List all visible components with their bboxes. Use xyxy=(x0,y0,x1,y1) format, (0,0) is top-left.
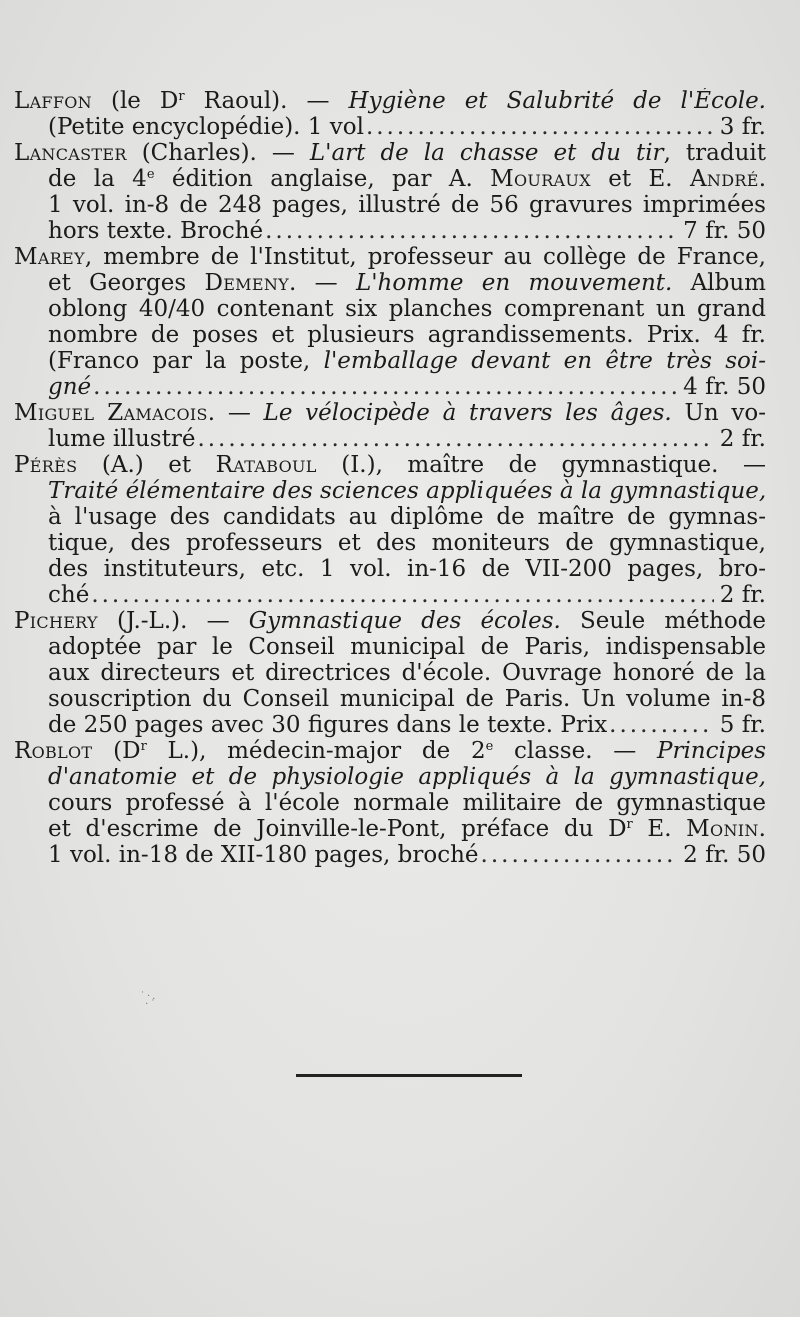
text-run: 1 vol. in-8 de 248 pages, illustré de 56 gravures imprimées xyxy=(48,192,766,218)
book-title: L'homme en mouvement. xyxy=(355,270,673,296)
text-run: , traduit xyxy=(663,140,766,166)
catalog-entry-peres xyxy=(14,452,766,608)
entry-line xyxy=(14,816,766,842)
line-text xyxy=(48,270,766,296)
author-name: Mouraux xyxy=(490,166,591,192)
dot-leader xyxy=(93,374,677,400)
text-run: et d'escrime de Joinville-le-Pont, préface du D xyxy=(48,816,627,842)
text-run: (A.) et xyxy=(77,452,216,478)
catalog-entry-lancaster xyxy=(14,140,766,244)
line-text xyxy=(14,738,766,764)
entry-line xyxy=(14,842,766,868)
text-run: (Petite encyclopédie). 1 vol xyxy=(48,114,364,140)
catalog-entry-pichery xyxy=(14,608,766,738)
superscript: r xyxy=(626,817,633,832)
line-text xyxy=(48,816,766,842)
author-name: Marey xyxy=(14,244,85,270)
text-run: et Georges xyxy=(48,270,205,296)
entry-line xyxy=(14,244,766,270)
text-run: L.), médecin-major de 2 xyxy=(146,738,486,764)
text-run: Album xyxy=(672,270,766,296)
author-name: Miguel Zamacois xyxy=(14,400,208,426)
text-run: . — xyxy=(207,400,264,426)
closing-rule xyxy=(296,1074,522,1077)
book-title: Traité élémentaire des sciences appliquées à la gymnastique, xyxy=(48,478,766,504)
text-run: (J.-L.). — xyxy=(97,608,249,634)
dot-leader xyxy=(91,582,713,608)
superscript: r xyxy=(140,739,147,754)
entry-line xyxy=(14,400,766,426)
entry-line xyxy=(14,634,766,660)
line-text xyxy=(48,790,766,816)
entry-line xyxy=(14,582,766,608)
text-run: cours professé à l'école normale militaire de gymnastique xyxy=(48,790,766,816)
text-run: classe. — xyxy=(493,738,657,764)
ink-speck: ˙·. ·˙ xyxy=(140,991,158,1010)
text-run: . xyxy=(758,166,766,192)
text-run: des instituteurs, etc. 1 vol. in-16 de VII-200 pages, bro- xyxy=(48,556,766,582)
line-text xyxy=(48,842,479,868)
text-run: souscription du Conseil municipal de Paris. Un volume in-8 xyxy=(48,686,766,712)
price: 4 fr. 50 xyxy=(683,374,766,400)
text-run: édition anglaise, par A. xyxy=(154,166,491,192)
line-text xyxy=(48,166,766,192)
line-text xyxy=(48,712,607,738)
price: 2 fr. xyxy=(719,582,766,608)
dot-leader xyxy=(366,114,714,140)
author-name: Laffon xyxy=(14,88,92,114)
line-text xyxy=(48,478,766,504)
entry-line xyxy=(14,660,766,686)
line-text xyxy=(48,530,766,556)
author-name: André xyxy=(690,166,759,192)
text-run: (D xyxy=(92,738,141,764)
text-run: . — xyxy=(289,270,356,296)
book-title: Le vélocipède à travers les âges. xyxy=(263,400,672,426)
text-run: E. xyxy=(632,816,687,842)
line-text xyxy=(48,504,766,530)
entry-line xyxy=(14,322,766,348)
line-text xyxy=(14,400,766,426)
entry-line xyxy=(14,218,766,244)
text-run: hors texte. Broché xyxy=(48,218,264,244)
text-run: tique, des professeurs et des moniteurs de gymnastique, xyxy=(48,530,766,556)
text-run: de 250 pages avec 30 figures dans le texte. Prix xyxy=(48,712,608,738)
entry-line xyxy=(14,270,766,296)
book-title: Principes xyxy=(656,738,766,764)
price: 3 fr. xyxy=(719,114,766,140)
author-name: Rataboul xyxy=(215,452,317,478)
entry-line xyxy=(14,478,766,504)
dot-leader xyxy=(609,712,714,738)
line-text xyxy=(48,686,766,712)
entry-line xyxy=(14,88,766,114)
line-text xyxy=(48,192,766,218)
text-run: aux directeurs et directrices d'école. Ouvrage honoré de la xyxy=(48,660,766,686)
book-title: Gymnastique des écoles. xyxy=(248,608,561,634)
author-name: Pichery xyxy=(14,608,98,634)
text-run: lume illustré xyxy=(48,426,196,452)
dot-leader xyxy=(265,218,677,244)
text-run: , membre de l'Institut, professeur au collège de France, xyxy=(84,244,766,270)
line-text xyxy=(14,608,766,634)
text-run: . xyxy=(758,816,766,842)
line-text xyxy=(48,764,766,790)
entry-line xyxy=(14,166,766,192)
entry-line xyxy=(14,608,766,634)
price: 5 fr. xyxy=(719,712,766,738)
line-text xyxy=(48,556,766,582)
price: 2 fr. xyxy=(719,426,766,452)
entry-line xyxy=(14,192,766,218)
dot-leader xyxy=(197,426,713,452)
line-text xyxy=(14,140,766,166)
dot-leader xyxy=(481,842,678,868)
book-title: Hygiène et Salubrité de l'École. xyxy=(348,88,766,114)
entry-line xyxy=(14,764,766,790)
book-title: l'emballage devant en être très soi- xyxy=(323,348,766,374)
entry-line xyxy=(14,790,766,816)
text-run: (Franco par la poste, xyxy=(48,348,324,374)
line-text xyxy=(48,374,91,400)
author-name: Roblot xyxy=(14,738,93,764)
catalog-list xyxy=(14,88,766,868)
author-name: Monin xyxy=(686,816,759,842)
text-run: (Charles). — xyxy=(126,140,310,166)
line-text xyxy=(48,114,364,140)
text-run: 1 vol. in-18 de XII-180 pages, broché xyxy=(48,842,479,868)
entry-line xyxy=(14,140,766,166)
catalog-entry-zamacois xyxy=(14,400,766,452)
line-text xyxy=(48,426,195,452)
line-text xyxy=(14,88,766,114)
price: 2 fr. 50 xyxy=(683,842,766,868)
catalog-entry-marey xyxy=(14,244,766,400)
entry-line xyxy=(14,374,766,400)
author-name: Demeny xyxy=(204,270,289,296)
entry-line xyxy=(14,556,766,582)
book-title: L'art de la chasse et du tir xyxy=(309,140,664,166)
author-name: Lancaster xyxy=(14,140,127,166)
text-run: Raoul). — xyxy=(184,88,349,114)
line-text xyxy=(48,218,263,244)
text-run: oblong 40/40 contenant six planches comprenant un grand xyxy=(48,296,766,322)
text-run: adoptée par le Conseil municipal de Paris, indispensable xyxy=(48,634,766,660)
text-run: à l'usage des candidats au diplôme de maître de gymnas- xyxy=(48,504,766,530)
text-run: (I.), maître de gymnastique. — xyxy=(316,452,766,478)
line-text xyxy=(48,660,766,686)
text-run: nombre de poses et plusieurs agrandissements. Prix. 4 fr. xyxy=(48,322,766,348)
text-run: (le D xyxy=(91,88,179,114)
entry-line xyxy=(14,114,766,140)
text-run: ché xyxy=(48,582,90,608)
book-title: gné xyxy=(48,374,92,400)
book-title: d'anatomie et de physiologie appliqués à la gymnastique, xyxy=(48,764,766,790)
entry-line xyxy=(14,348,766,374)
entry-line xyxy=(14,712,766,738)
price: 7 fr. 50 xyxy=(683,218,766,244)
line-text xyxy=(14,452,766,478)
line-text xyxy=(48,634,766,660)
line-text xyxy=(48,296,766,322)
author-name: Pérès xyxy=(14,452,78,478)
catalog-entry-laffon xyxy=(14,88,766,140)
line-text xyxy=(14,244,766,270)
entry-line xyxy=(14,504,766,530)
text-run: Un vo- xyxy=(671,400,766,426)
entry-line xyxy=(14,452,766,478)
line-text xyxy=(48,582,89,608)
line-text xyxy=(48,348,766,374)
entry-line xyxy=(14,296,766,322)
catalog-entry-roblot xyxy=(14,738,766,868)
text-run: Seule méthode xyxy=(560,608,766,634)
text-run: de la 4 xyxy=(48,166,147,192)
text-run: et E. xyxy=(590,166,691,192)
superscript: e xyxy=(146,167,155,182)
entry-line xyxy=(14,530,766,556)
line-text xyxy=(48,322,766,348)
superscript: r xyxy=(178,89,185,104)
entry-line xyxy=(14,738,766,764)
entry-line xyxy=(14,426,766,452)
superscript: e xyxy=(485,739,494,754)
entry-line xyxy=(14,686,766,712)
